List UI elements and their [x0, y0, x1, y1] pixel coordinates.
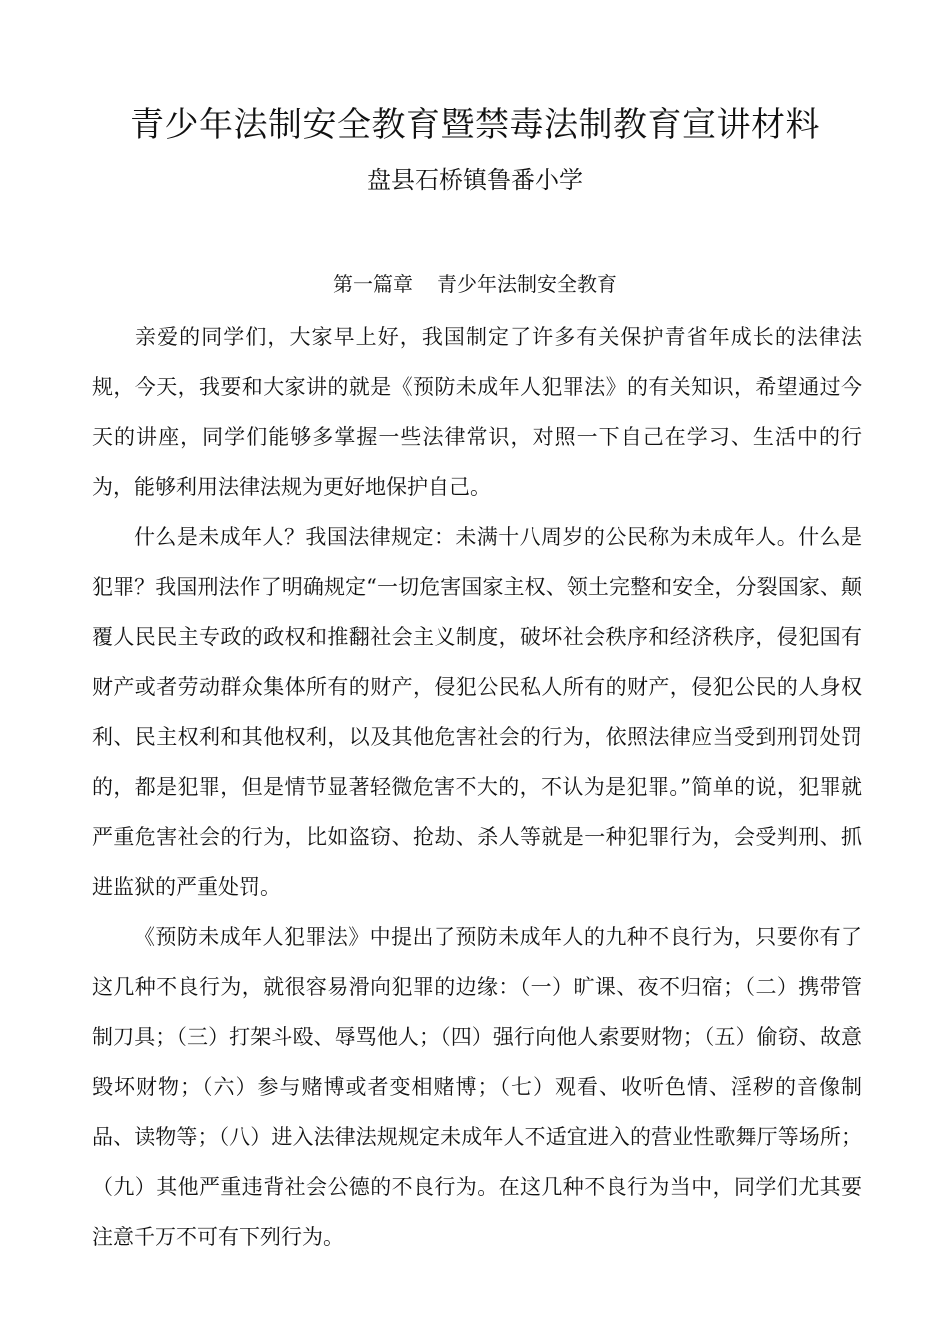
chapter-heading: [0, 264, 950, 304]
document-body: [92, 312, 862, 1262]
document-title: 青少年法制安全教育暨禁毒法制教育宣讲材料: [130, 105, 820, 145]
paragraph-bad-behaviors: 《预防未成年人犯罪法》中提出了预防未成年人的九种不良行为，只要你有了这几种不良行为，就很容易滑向犯罪的边缘：（一）旷课、夜不归宿；（二）携带管制刀具；（三）打架斗殴、辱骂他人；（四）强行向他人索要财物；（五）偷窃、故意毁坏财物；（六）参与赌博或者变相赌博；（七）观看、收听色情、淫秽的音像制品、读物等；（八）进入法律法规规定未成年人不适宜进入的营业性歌舞厅等场所；（九）其他严重违背社会公德的不良行为。在这几种不良行为当中，同学们尤其要注意千万不可有下列行为。: [92, 925, 862, 1249]
chapter-name: 青少年法制安全教育: [437, 272, 617, 296]
paragraph-definitions: 什么是未成年人？我国法律规定：未满十八周岁的公民称为未成年人。什么是犯罪？我国刑法作了明确规定“一切危害国家主权、领土完整和安全，分裂国家、颠覆人民民主专政的政权和推翻社会主义制度，破坏社会秩序和经济秩序，侵犯国有财产或者劳动群众集体所有的财产，侵犯公民私人所有的财产，侵犯公民的人身权利、民主权利和其他权利，以及其他危害社会的行为，依照法律应当受到刑罚处罚的，都是犯罪，但是情节显著轻微危害不大的，不认为是犯罪。”简单的说，犯罪就严重危害社会的行为，比如盗窃、抢劫、杀人等就是一种犯罪行为，会受判刑、抓进监狱的严重处罚。: [92, 525, 862, 899]
chapter-number: 第一篇章: [333, 272, 413, 296]
school-name: 盘县石桥镇鲁番小学: [367, 166, 583, 194]
paragraph-greeting: 亲爱的同学们，大家早上好，我国制定了许多有关保护青省年成长的法律法规，今天，我要和大家讲的就是《预防未成年人犯罪法》的有关知识，希望通过今天的讲座，同学们能够多掌握一些法律常识，对照一下自己在学习、生活中的行为，能够利用法律法规为更好地保护自己。: [92, 325, 862, 499]
